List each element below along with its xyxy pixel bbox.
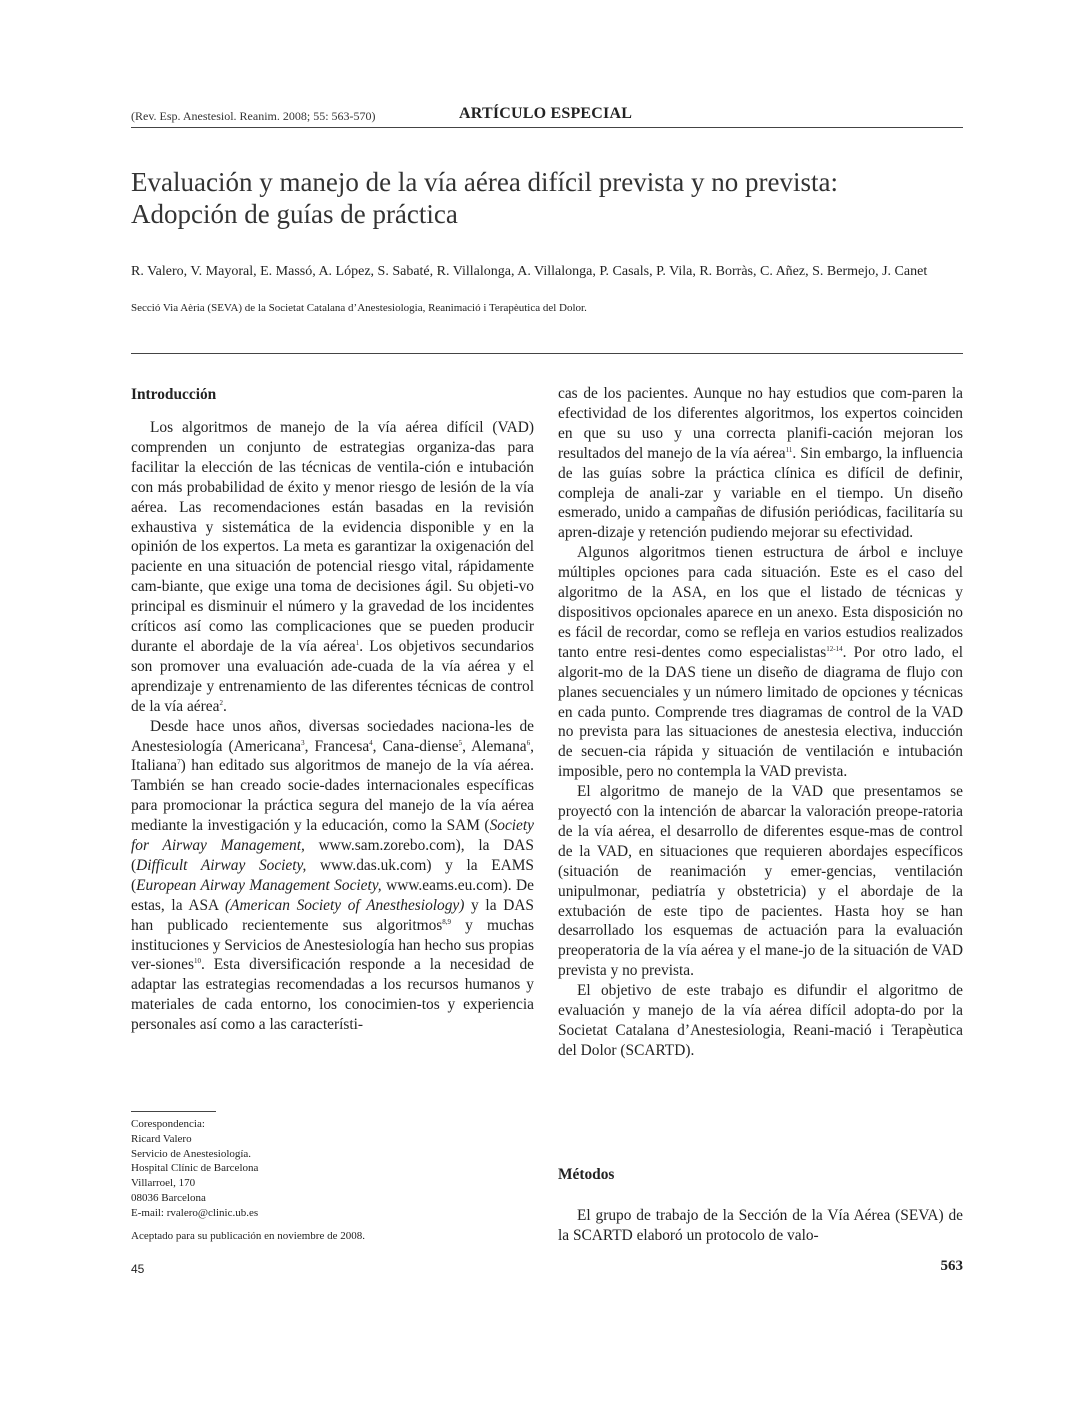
footnote-rule (131, 1111, 216, 1112)
intro-paragraph-1: Los algoritmos de manejo de la vía aérea difícil (VAD) comprenden un conjunto de estrategias organiza-das para facilitar la elección de las técnicas de ventila-ción e intubación con más probabilidad de éxito y menor riesgo de lesión de la vía aérea. Las recomendaciones están basadas en la revisión exhaustiva y sistemática de la evidencia disponible y en la opinión de los expertos. La meta es garantizar la oxigenación del paciente en una situación de potencial riesgo vital, rápidamente cam-biante, que exige una toma de decisiones ágil. Su objeti-vo principal es disminuir el número y la gravedad de los incidentes críticos así como las complicaciones que se pueden producir durante el abordaje de la vía aérea$^1$. Los objetivos secundarios son promover una evaluación ade-cuada de la vía aérea y el aprendizaje y entrenamiento de las diferentes técnicas de control de la vía aérea$^2$. (131, 419, 535, 715)
article-title (131, 166, 971, 230)
section-heading-metodos: Métodos (558, 1166, 615, 1183)
page-number-sequence: 45 (131, 1262, 145, 1276)
intro-paragraph-5: El objetivo de este trabajo es difundir el algoritmo de evaluación y manejo de la vía aérea difícil adopta-do por la Societat Catalana d’Anestesiologia, Reani-mació i Terapèutica del Dolor (SCARTD). (558, 982, 963, 1059)
header-rule (131, 127, 963, 128)
correspondence-street: Villarroel, 170 (131, 1177, 196, 1190)
title-line-1: Evaluación y manejo de la vía aérea difícil prevista y no prevista: (131, 167, 838, 197)
methods-paragraph-1: El grupo de trabajo de la Sección de la Vía Aérea (SEVA) de la SCARTD elaboró un protocolo de valo- (558, 1207, 963, 1244)
intro-paragraph-3: Algunos algoritmos tienen estructura de árbol e incluye múltiples opciones para cada situación. Este es el caso del algoritmo de la ASA, en los que el listado de técnicas y dispositivos opcionales aparece en un anexo. Esta disposición no es fácil de recordar, como se refleja en varios estudios realizados tanto entre resi-dentes como especialistas$^{12-14}$. Por otro lado, el algorit-mo de la DAS tiene un diseño de diagrama de flujo con planes secuenciales y un número limitado de opciones y técnicas en cada punto. Comprende tres diagramas de control de la VAD no prevista para las situaciones de anestesia electiva, inducción de secuen-cia rápida y situación de ventilación e intubación imposible, pero no contempla la VAD prevista. (558, 544, 963, 781)
correspondence-label: Corespondencia: (131, 1118, 205, 1130)
title-block-rule (131, 353, 963, 354)
intro-paragraph-2-continued: cas de los pacientes. Aunque no hay estudios que com-paren la efectividad de los diferentes algoritmos, los expertos coinciden en que su uso y una correcta planifi-cación mejoran los resultados del manejo de la vía aérea$^{11}$. Sin embargo, la influencia de las guías sobre la práctica clínica es difícil de definir, compleja de anali-zar y variable en el tiempo. Un diseño esmerado, unido a campañas de difusión periódicas, facilitaría su apren-dizaje y retención pudiendo mejorar su efectividad. (558, 385, 964, 542)
page-number: 563 (940, 1258, 963, 1274)
journal-reference: (Rev. Esp. Anestesiol. Reanim. 2008; 55: 563-570) (131, 109, 376, 123)
methods-column (558, 1206, 963, 1246)
correspondence-name: Ricard Valero (131, 1132, 192, 1145)
title-line-2: Adopción de guías de práctica (131, 199, 458, 229)
section-heading-introduccion: Introducción (131, 386, 217, 403)
left-column (131, 418, 534, 1035)
affiliation: Secció Via Aèria (SEVA) de la Societat Catalana d’Anestesiologia, Reanimació i Terapèutica del Dolor. (131, 302, 587, 314)
right-column (558, 384, 963, 1061)
correspondence-service: Servicio de Anestesiología. (131, 1147, 252, 1160)
author-list: R. Valero, V. Mayoral, E. Massó, A. López, S. Sabaté, R. Villalonga, A. Villalonga, P. Casals, P. Vila, R. Borràs, C. Añez, S. Bermejo, J. Canet (131, 264, 928, 279)
correspondence-city: 08036 Barcelona (131, 1191, 206, 1204)
correspondence-email: E-mail: rvalero@clinic.ub.es (131, 1206, 259, 1219)
correspondence-hospital: Hospital Clínic de Barcelona (131, 1162, 259, 1175)
intro-paragraph-4: El algoritmo de manejo de la VAD que presentamos se proyectó con la intención de abarcar la valoración preope-ratoria de la vía aérea, el desarrollo de diferentes esque-mas de control de la VAD, en situaciones que requieren abordajes específicos (situación de reanimación y emer-gencias, ventilación unipulmonar, pediatría y obstetricia) y el abordaje de la extubación de este tipo de pacientes. Hasta hoy se han desarrollado los esquemas de actuación para la evaluación preoperatoria de la vía aérea y el mane-jo de la situación de VAD prevista y no prevista. (558, 783, 963, 980)
correspondence-block (131, 1117, 531, 1221)
intro-paragraph-2: Desde hace unos años, diversas sociedades naciona-les de Anestesiología (Americana$^3$, Francesa$^4$, Cana-diense$^5$, Alemana$^6$, Italiana$^7$) han editado sus algoritmos de manejo de la vía aérea. También se han creado socie-dades internacionales específicas para promocionar la práctica segura del manejo de la vía aérea mediante la investigación y la educación, como la SAM (Society for Airway Management, www.sam.zorebo.com), la DAS (Difficult Airway Society, www.das.uk.com) y la EAMS (European Airway Management Society, www.eams.eu.com). De estas, la ASA (American Society of Anesthesiology) y la DAS han publicado recientemente sus algoritmos$^{8,9}$ y muchas instituciones y Servicios de Anestesiología han hecho sus propias ver-siones$^{10}$. Esta diversificación responde a la necesidad de adaptar las estrategias recomendadas a los recursos humanos y materiales de cada entorno, los conocimien-tos y experiencia personales así como a las característi- (131, 717, 534, 1034)
article-type: ARTÍCULO ESPECIAL (459, 105, 633, 122)
acceptance-note: Aceptado para su publicación en noviembre de 2008. (131, 1230, 365, 1242)
